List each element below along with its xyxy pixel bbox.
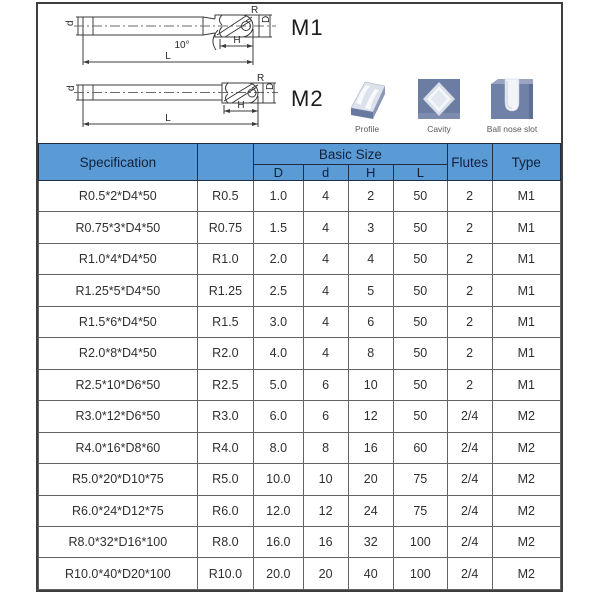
table-cell: R1.5 <box>197 306 253 337</box>
table-cell: 24 <box>348 495 393 526</box>
m1-dim-r-label: R <box>251 5 259 16</box>
header-specification: Specification <box>39 144 198 181</box>
table-cell: 2 <box>447 275 492 306</box>
table-cell: R2.0 <box>197 338 253 369</box>
table-row <box>39 401 561 432</box>
table-cell: 8 <box>303 432 348 463</box>
tile-cavity <box>415 77 463 134</box>
m1-dim-D-label: D <box>261 15 272 23</box>
table-cell: R1.0 <box>197 243 253 274</box>
table-cell: R6.0*24*D12*75 <box>39 495 198 526</box>
table-cell: R3.0 <box>197 401 253 432</box>
table-cell: R0.75 <box>197 212 253 243</box>
table-cell: 6 <box>303 401 348 432</box>
table-cell: 10 <box>348 369 393 400</box>
header-sub-d: d <box>303 165 348 181</box>
table-cell: 50 <box>393 306 447 337</box>
table-cell: R4.0 <box>197 432 253 463</box>
table-cell: 6.0 <box>254 401 304 432</box>
m1-dim-h-label: H <box>233 35 241 46</box>
m2-dim-h-label: H <box>237 100 245 111</box>
table-cell: 8.0 <box>254 432 304 463</box>
table-cell: 50 <box>393 243 447 274</box>
table-cell: 16.0 <box>254 526 304 557</box>
table-cell: 2/4 <box>447 432 492 463</box>
table-cell: 2 <box>348 181 393 212</box>
tile-ball-nose-slot <box>486 77 538 134</box>
table-cell: 2 <box>447 243 492 274</box>
header-radius-column <box>197 144 253 181</box>
table-cell: M1 <box>492 181 560 212</box>
table-cell: 4 <box>348 243 393 274</box>
table-cell: 6 <box>348 306 393 337</box>
table-cell: 10.0 <box>254 464 304 495</box>
table-cell: 100 <box>393 526 447 557</box>
table-cell: 32 <box>348 526 393 557</box>
table-cell: R6.0 <box>197 495 253 526</box>
table-cell: M1 <box>492 212 560 243</box>
table-cell: 50 <box>393 369 447 400</box>
table-cell: 12 <box>303 495 348 526</box>
table-cell: 2/4 <box>447 526 492 557</box>
spec-table-body <box>39 181 561 590</box>
table-cell: 10 <box>303 464 348 495</box>
table-cell: 16 <box>348 432 393 463</box>
table-row <box>39 558 561 590</box>
table-cell: R4.0*16*D8*60 <box>39 432 198 463</box>
table-cell: 20 <box>303 558 348 590</box>
content-frame <box>36 2 563 592</box>
table-row <box>39 212 561 243</box>
header-basic-size: Basic Size <box>254 144 448 165</box>
table-cell: 2.5 <box>254 275 304 306</box>
table-cell: R1.25 <box>197 275 253 306</box>
profile-thumbnail <box>344 77 390 122</box>
table-row <box>39 338 561 369</box>
table-cell: 2 <box>447 306 492 337</box>
header-flutes: Flutes <box>447 144 492 181</box>
header-sub-D: D <box>254 165 304 181</box>
table-cell: R10.0 <box>197 558 253 590</box>
table-cell: R5.0 <box>197 464 253 495</box>
table-cell: 40 <box>348 558 393 590</box>
m1-model-label: M1 <box>291 15 324 40</box>
header-sub-H: H <box>348 165 393 181</box>
m1-dim-d-label: d <box>65 20 76 26</box>
table-cell: 1.0 <box>254 181 304 212</box>
table-cell: 4 <box>303 275 348 306</box>
table-cell: 6 <box>303 369 348 400</box>
table-row <box>39 495 561 526</box>
table-cell: 20 <box>348 464 393 495</box>
table-cell: 3 <box>348 212 393 243</box>
m2-dim-d-label: d <box>66 85 77 91</box>
table-cell: M2 <box>492 526 560 557</box>
table-cell: R2.0*8*D4*50 <box>39 338 198 369</box>
table-cell: 8 <box>348 338 393 369</box>
table-cell: R2.5*10*D6*50 <box>39 369 198 400</box>
table-cell: 12.0 <box>254 495 304 526</box>
m1-angle-label: 10° <box>174 40 190 51</box>
m2-dim-r-label: R <box>257 73 265 84</box>
table-cell: M1 <box>492 275 560 306</box>
header-type: Type <box>492 144 560 181</box>
m2-dim-D-label: D <box>265 82 276 90</box>
table-cell: M2 <box>492 558 560 590</box>
table-cell: 1.5 <box>254 212 304 243</box>
table-cell: R1.5*6*D4*50 <box>39 306 198 337</box>
table-row <box>39 369 561 400</box>
table-row <box>39 181 561 212</box>
table-cell: M1 <box>492 306 560 337</box>
diagram-area <box>38 4 561 143</box>
tile-ball-nose-slot-label: Ball nose slot <box>486 124 538 134</box>
table-cell: 16 <box>303 526 348 557</box>
table-cell: 5 <box>348 275 393 306</box>
table-cell: R10.0*40*D20*100 <box>39 558 198 590</box>
table-cell: 60 <box>393 432 447 463</box>
table-cell: R3.0*12*D6*50 <box>39 401 198 432</box>
table-cell: 2 <box>447 338 492 369</box>
m2-model-label: M2 <box>291 86 324 111</box>
table-cell: 2 <box>447 181 492 212</box>
table-cell: 2 <box>447 369 492 400</box>
table-cell: 50 <box>393 275 447 306</box>
table-row <box>39 306 561 337</box>
table-cell: 3.0 <box>254 306 304 337</box>
table-row <box>39 526 561 557</box>
tile-cavity-label: Cavity <box>427 124 451 134</box>
cavity-thumbnail <box>416 77 462 122</box>
table-cell: M1 <box>492 369 560 400</box>
table-cell: R8.0*32*D16*100 <box>39 526 198 557</box>
table-cell: 100 <box>393 558 447 590</box>
table-cell: R1.0*4*D4*50 <box>39 243 198 274</box>
table-cell: M1 <box>492 338 560 369</box>
table-cell: 4.0 <box>254 338 304 369</box>
table-cell: 4 <box>303 212 348 243</box>
tile-profile-label: Profile <box>354 124 380 134</box>
table-cell: R0.75*3*D4*50 <box>39 212 198 243</box>
table-cell: R2.5 <box>197 369 253 400</box>
spec-table <box>38 143 561 590</box>
table-row <box>39 432 561 463</box>
header-sub-L: L <box>393 165 447 181</box>
table-cell: M2 <box>492 495 560 526</box>
table-cell: 20.0 <box>254 558 304 590</box>
table-cell: 5.0 <box>254 369 304 400</box>
table-cell: 50 <box>393 181 447 212</box>
table-cell: 12 <box>348 401 393 432</box>
table-cell: 50 <box>393 338 447 369</box>
table-cell: 50 <box>393 401 447 432</box>
table-cell: 4 <box>303 338 348 369</box>
table-cell: 2 <box>447 212 492 243</box>
table-cell: M1 <box>492 243 560 274</box>
ball-nose-slot-thumbnail <box>487 77 537 122</box>
m2-dim-l-label: L <box>165 113 171 124</box>
m1-dim-l-label: L <box>165 51 171 62</box>
table-cell: 50 <box>393 212 447 243</box>
table-cell: R8.0 <box>197 526 253 557</box>
m2-endmill-drawing <box>56 72 306 134</box>
table-cell: 2/4 <box>447 495 492 526</box>
table-cell: M2 <box>492 464 560 495</box>
table-cell: 4 <box>303 306 348 337</box>
table-row <box>39 275 561 306</box>
table-cell: M2 <box>492 432 560 463</box>
table-cell: 75 <box>393 464 447 495</box>
table-cell: 4 <box>303 243 348 274</box>
table-cell: 2/4 <box>447 401 492 432</box>
table-row <box>39 464 561 495</box>
tile-profile <box>343 77 391 134</box>
table-cell: 2.0 <box>254 243 304 274</box>
m1-endmill-drawing <box>56 4 306 72</box>
table-cell: R0.5 <box>197 181 253 212</box>
table-cell: R5.0*20*D10*75 <box>39 464 198 495</box>
table-cell: 2/4 <box>447 558 492 590</box>
table-row <box>39 243 561 274</box>
table-cell: 75 <box>393 495 447 526</box>
table-cell: 2/4 <box>447 464 492 495</box>
table-cell: 4 <box>303 181 348 212</box>
table-cell: M2 <box>492 401 560 432</box>
table-cell: R0.5*2*D4*50 <box>39 181 198 212</box>
table-cell: R1.25*5*D4*50 <box>39 275 198 306</box>
